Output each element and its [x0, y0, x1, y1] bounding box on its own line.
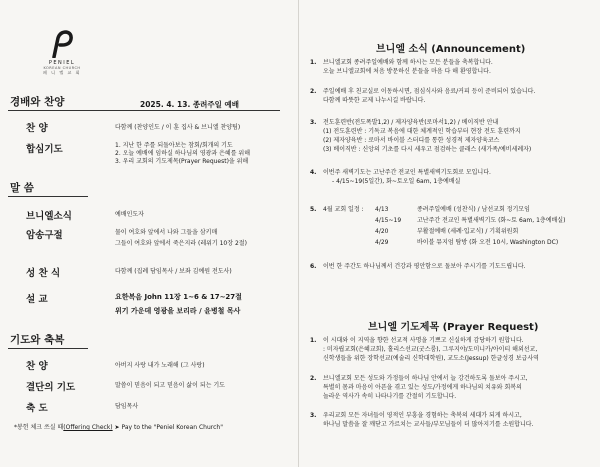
benediction-value: 담임목사 — [115, 403, 139, 410]
item-number: 4. — [310, 169, 317, 176]
schedule-text: 고난주간 전교인 특별새벽기도 (화~토 6am, 1층예배실) — [417, 217, 566, 224]
prayer-request-item-1 — [310, 336, 592, 363]
announcement-item-6 — [310, 262, 592, 271]
memory-verse-line-2: 그들이 여호와 앞에서 죽은지라 (레위기 10장 2절) — [115, 240, 247, 247]
closing-praise-label: 찬 양 — [26, 361, 48, 372]
schedule-text: 부활절예배 (세례·입교식) / 기획위원회 — [417, 228, 519, 235]
item-line: (3) 베이직반 : 신앙의 기초를 다시 세우고 점검하는 클래스 (새가족/예비세례자) — [323, 146, 532, 153]
unison-prayer-line-2: 2. 오늘 예배에 임하실 하나님의 영광과 은혜를 위해 — [115, 150, 250, 157]
unison-prayer-line-3: 3. 우리 교회의 기도제목(Prayer Request)을 위해 — [115, 158, 249, 165]
memory-verse-label: 암송구절 — [26, 230, 63, 241]
item-line: 전도훈련반(전도폭발1,2) / 제자양육반(로마서1,2) / 베이직반 안내 — [323, 119, 499, 126]
offering-note-suffix: ➤ Pay to the "Peniel Korean Church" — [112, 424, 223, 431]
item-line: 특별히 몸과 마음이 아픈을 겪고 있는 성도/가정에게 하나님의 치유와 회복의 — [323, 384, 522, 391]
item-line: (2) 제자양육반 : 로마서 바이블 스터디를 통한 성경적 제자양육코스 — [323, 137, 500, 144]
item-number: 6. — [310, 263, 317, 270]
church-logo — [40, 30, 84, 76]
closing-praise-value: 아버지 사랑 내가 노래해 (그 사랑) — [115, 362, 205, 369]
item-line: 하나님 말씀을 잘 깨닫고 가르치는 교사들/부모님들이 더 많아지기를 소원합니다. — [323, 421, 534, 428]
item-number: 2. — [310, 375, 317, 382]
item-line: 우리교회 모든 자녀들이 영적인 부흥을 경험하는 축복의 세대가 되게 하시고, — [323, 412, 522, 419]
decision-prayer-label: 결단의 기도 — [26, 382, 76, 393]
logo-sub: KOREAN CHURCH — [43, 66, 81, 70]
section-prayer-heading: 기도와 축복 — [10, 334, 65, 346]
item-number: 3. — [310, 412, 317, 419]
schedule-date: 4/13 — [375, 206, 389, 213]
schedule-date: 4/15~19 — [375, 217, 402, 224]
item-number: 1. — [310, 337, 317, 344]
sermon-label: 설 교 — [26, 294, 48, 305]
benediction-label: 축 도 — [26, 403, 48, 414]
item-line: 이 시대와 이 지역을 향한 선교적 사명을 기쁘고 신실하게 감당하기 원합니다. — [323, 337, 524, 344]
sermon-title: 위기 가운데 영광을 보리라 / 윤병철 목사 — [115, 307, 241, 315]
fold-line — [298, 0, 299, 467]
offering-check-label: (Offering Check) — [63, 424, 113, 431]
praise-label: 찬 양 — [26, 123, 48, 134]
announcement-item-1 — [310, 58, 592, 76]
order-of-worship-column — [0, 0, 298, 467]
item-line: 주일예배 후 친교실로 이동하시면, 점심식사와 음료/커피 등이 준비되어 있습니다. — [323, 88, 536, 95]
communion-label: 성 찬 식 — [26, 268, 61, 279]
item-line: 브니엘교회 모든 성도와 가정들이 하나님 안에서 늘 강건하도록 돌보아 주시고, — [323, 375, 528, 382]
section-worship-heading: 경배와 찬양 — [10, 96, 65, 108]
prayer-request-item-2 — [310, 374, 592, 401]
item-number: 2. — [310, 88, 317, 95]
schedule-text: 바이블 뮤지엄 탐방 (화 오전 10시, Washington DC) — [417, 239, 559, 246]
april-schedule — [310, 205, 592, 249]
prayer-request-item-3 — [310, 411, 592, 429]
item-line: 놀라운 역사가 속히 나타나기를 간절히 기도합니다. — [323, 393, 457, 400]
announcements-column — [300, 0, 600, 467]
peniel-logo-icon — [50, 30, 74, 58]
offering-note-prefix: *봉헌 체크 쓰실 때 — [14, 424, 64, 431]
announcement-item-4 — [310, 168, 592, 186]
memory-verse-line-1: 물이 여호와 앞에서 나와 그들을 삼키매 — [115, 229, 218, 236]
service-date-title: 2025. 4. 13. 종려주일 예배 — [140, 100, 239, 109]
logo-name: PENIEL — [48, 60, 76, 66]
schedule-date: 4/29 — [375, 239, 389, 246]
section-divider — [8, 196, 88, 197]
item-line: - 4/15~19(5일간), 화~토오일 6am, 1층예배실 — [332, 178, 461, 185]
praise-value: 다함께 (찬양인도 / 이 훈 집사 & 브니엘 찬양팀) — [115, 124, 241, 131]
item-number: 1. — [310, 59, 317, 66]
item-line: 이번 한 주간도 하나님께서 건강과 평안함으로 돌보아 주시기를 기도드립니다. — [323, 263, 526, 270]
sermon-scripture: 요한복음 John 11장 1~6 & 17~27절 — [115, 293, 242, 301]
schedule-text: 종려주일예배 (성찬식) / 남선교회 정기모임 — [417, 206, 530, 213]
announcement-title: 브니엘 소식 (Announcement) — [376, 44, 526, 55]
item-number: 5. — [310, 206, 317, 213]
item-line: : 미자립교회(은혜교회), 홀리스선교(굿스룸), 그루지야/도미니카/아이티 해외선교, — [323, 346, 538, 353]
unison-prayer-line-1: 1. 지난 한 주를 되돌아보는 참회/회개의 기도 — [115, 142, 233, 149]
offering-check-note — [14, 422, 223, 431]
item-line: 오늘 브니엘교회에 처음 방문하신 분들을 마음 다 해 환영합니다. — [323, 68, 491, 75]
section-word-heading: 말 씀 — [10, 182, 34, 194]
schedule-date: 4/20 — [375, 228, 389, 235]
schedule-label: 4월 교회 일정 : — [323, 206, 364, 213]
announcement-item-3 — [310, 118, 592, 154]
section-divider — [8, 110, 280, 111]
communion-value: 다함께 (집례 담임목사 / 보좌 김예원 전도사) — [115, 268, 232, 275]
item-line: 브니엘교회 종려주일예배와 함께 하시는 모든 분들을 축복합니다. — [323, 59, 493, 66]
logo-korean: 페 니 엘 교 회 — [43, 70, 81, 75]
item-line: 신학생들을 위한 장학선교(예술리 신학대학원), 교도소(Jessup) 한글성경 보급사역 — [323, 355, 539, 362]
announcement-item-2 — [310, 87, 592, 105]
news-label: 브니엘소식 — [26, 211, 72, 222]
item-line: (1) 전도훈련반 : 기독교 복음에 대한 체계적인 학습부터 현장 전도 훈련까지 — [323, 128, 521, 135]
prayer-request-title: 브니엘 기도제목 (Prayer Request) — [368, 322, 539, 333]
section-divider — [8, 348, 88, 349]
decision-prayer-value: 말씀이 믿음이 되고 믿음이 삶이 되는 기도 — [115, 382, 225, 389]
item-number: 3. — [310, 119, 317, 126]
item-line: 이번주 새벽기도는 고난주간 전교인 특별새벽기도회로 모입니다. — [323, 169, 491, 176]
item-line: 다함께 따뜻한 교제 나누시길 바랍니다. — [323, 97, 426, 104]
news-value: 예배인도자 — [115, 211, 144, 218]
unison-prayer-label: 합심기도 — [26, 144, 63, 155]
